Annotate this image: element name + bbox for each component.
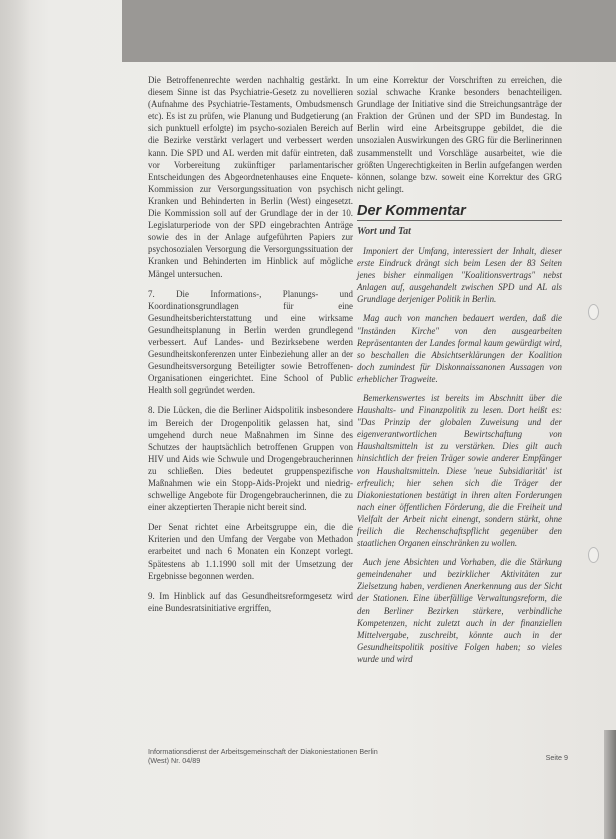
paragraph: 9. Im Hinblick auf das Gesundheitsreformgesetz wird eine Bundesratsinitiative ergriffen, bbox=[148, 590, 353, 613]
header-band bbox=[122, 0, 616, 62]
punch-hole bbox=[588, 304, 599, 320]
paragraph: Mag auch von manchen bedauert werden, daß die "Inständen Kirche" von den ausgearbeiten Repräsentanten der Landes formal kaum gewürdigt wird, so beschallen die Absichtserklärungen der Koalition doch zumindest für Diskonnaissanonen Aussagen von erheblicher Tragweite. bbox=[357, 313, 562, 384]
left-column bbox=[148, 74, 353, 622]
kommentar-subheading: Wort und Tat bbox=[357, 225, 411, 237]
footer-publication: Informationsdienst der Arbeitsgemeinschaft der Diakoniestationen Berlin (West) Nr. 04/89 bbox=[148, 747, 378, 765]
punch-hole bbox=[588, 547, 599, 563]
paragraph: um eine Korrektur der Vorschriften zu erreichen, die sozial schwache Kranke besonders benachteiligen. Grundlage der Initiative sind die Streichungsanträge der Fraktion der Grünen und der SPD im Bundestag. In Berlin wird eine Arbeitsgruppe gebildet, die die unsozialen Auswirkungen des GRG für die Berlinerinnen zusammenstellt und Vorschläge ausarbeitet, wie die größten Ungerechtigkeiten in Berlin aufgefangen werden können, solange bzw. soweit eine Korrektur des GRG nicht gelingt. bbox=[357, 75, 562, 194]
page-edge-shadow bbox=[0, 0, 30, 839]
right-column bbox=[357, 74, 562, 672]
kommentar-body bbox=[357, 245, 562, 665]
paragraph: Auch jene Absichten und Vorhaben, die die Stärkung gemeindenaher und bezirklicher Aktivitäten zur Zielsetzung haben, verdienen Anerkennung aus der Sicht der Stationen. Eine überfällige Verwaltungsreform, die den Berliner Bezirken stärkere, verbindliche Kompetenzen, nicht zuletzt auch in der finanziellen Mittelvergabe, zuschreibt, könnte auch in der Gesundheitspolitik positive Folgen haben; so vieles wurde und wird bbox=[357, 557, 562, 664]
paragraph: Bemerkenswertes ist bereits im Abschnitt über die Haushalts- und Finanzpolitik zu lesen. Dort heißt es: "Das Prinzip der globalen Zuweisung und der eigenverantwortlichen Bewirtschaftung von Haushaltsmitteln ist zu verstärken. Dies gilt auch hinsichtlich der freien Träger sowie anderer Empfänger von Haushaltsmitteln. Diese 'neue Subsidiarität' ist erfreulich; hier sehen sich die Träger der Diakoniestationen bestätigt in ihren alten Forderungen nach einer öffentlichen Förderung, die die Freiheit und Vielfalt der Arbeit nicht einengt, sondern stärkt, ohne freilich die Rechenschaftspflicht gegenüber den staatlichen Organen einschränken zu wollen. bbox=[357, 392, 562, 549]
paragraph: Die Betroffenenrechte werden nachhaltig gestärkt. In diesem Sinne ist das Psychiatrie-Gesetz zu novellieren (Aufnahme des Psychiatrie-Testaments, Ombudsmensch etc). Es ist zu prüfen, wie Planung und Budgetierung (an sich punktuell erfolgte) im psycho-sozialen Bereich auf die Bezirke verstärkt verlagert und verbessert werden kann. Die SPD und AL werden mit dafür eintreten, daß vor Vorbereitung zukünftiger parlamentarischer Entscheidungen des Abgeordnetenhauses eine Enquete-Kommission zur Versorgungssituation von psychisch Kranken und Behinderten in Berlin (West) eingesetzt. Die Kommission soll auf der Grundlage der in der 10. Legislaturperiode von der SPD eingebrachten Anträge sowie des in der Anlage aufgeführten Papiers zur psychosozialen Versorgung die Versorgungssituation der Kranken und Behinderten im Hinblick auf mögliche Mängel untersuchen. bbox=[148, 75, 353, 279]
binding-edge bbox=[604, 730, 616, 839]
paragraph: 8. Die Lücken, die die Berliner Aidspolitik insbesondere im Bereich der Drogenpolitik gelassen hat, sind umgehend durch neue Maßnahmen im Sinne des Schutzes der hauptsächlich betroffenen Gruppen von HIV und Aids wie Schwule und Drogengebraucherinnen zu schließen. Dies bedeutet gruppenspezifische Maßnahmen wie ein Stopp-Aids-Projekt und niedrig-schwellige Angebote für Drogengebraucherinnen, die zu einer akzeptierten Therapie nicht bereit sind. bbox=[148, 405, 353, 513]
kommentar-heading: Der Kommentar bbox=[357, 203, 562, 221]
paragraph: Der Senat richtet eine Arbeitsgruppe ein, die die Kriterien und den Umfang der Vergabe von Methadon erarbeitet und nach 6 Monaten ein Konzept vorlegt. Spätestens ab 1.1.1990 soll mit der Umsetzung der Ergebnisse begonnen werden. bbox=[148, 522, 353, 581]
page-number: Seite 9 bbox=[545, 753, 568, 762]
paragraph: 7. Die Informations-, Planungs- und Koordinationsgrundlagen für eine Gesundheitsberichterstattung und eine wirksame Gesundheitsplanung in Berlin werden grundlegend verbessert. Auf Landes- und Bezirksebene werden Gesundheitskonferenzen unter Einbeziehung aller an der Gesundheitsversorgung Beteiligter sowie Betroffenen-Organisationen eingerichtet. Eine School of Public Health soll gegründet werden. bbox=[148, 288, 353, 396]
paragraph: Imponiert der Umfang, interessiert der Inhalt, dieser erste Eindruck drängt sich beim Lesen der 83 Seiten jenes bisher einmaligen "Koalitionsvertrags" nebst Anlagen auf, ausgehandelt zwischen SPD und AL als Grundlage derjeniger Politik in Berlin. bbox=[357, 245, 562, 305]
